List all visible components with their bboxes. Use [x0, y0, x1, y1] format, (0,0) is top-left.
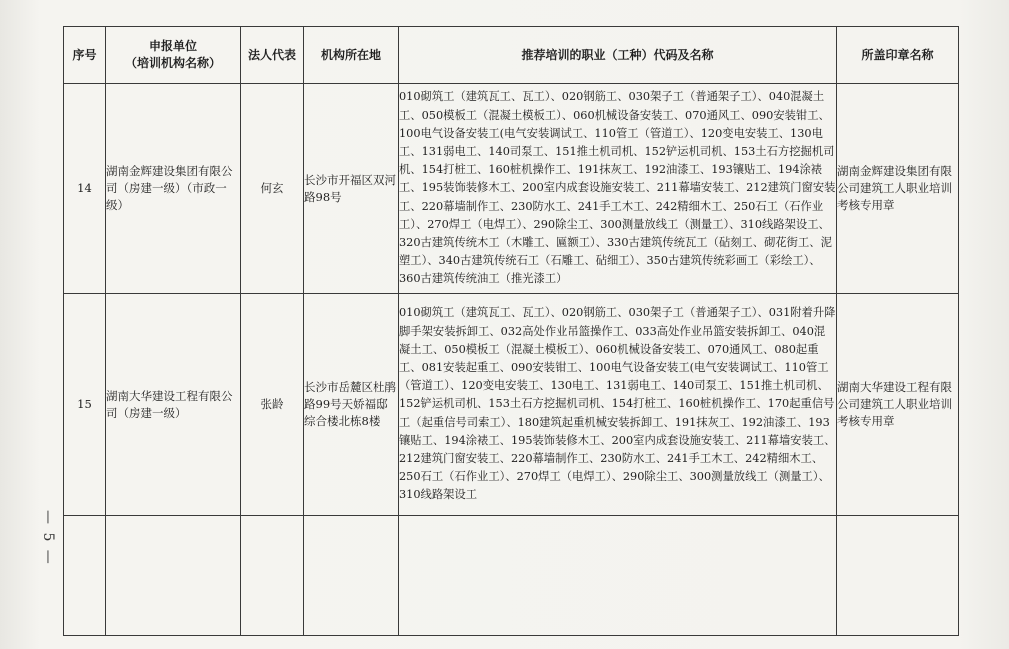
header-applicant-line1: 申报单位 — [148, 39, 197, 53]
row-occupations: 010砌筑工（建筑瓦工、瓦工）、020钢筋工、030架子工（普通架子工）、031附着升降脚手架安装拆卸工、032高处作业吊篮操作工、033高处作业吊篮安装拆卸工、040混凝土工、050模板工（混凝土模板工）、060机械设备安装工、070通风工、080起重工、081安装起重工、090安装钳工、100电气设备安装工(电气安装调试工、110管工（管道工）、120变电安装工、130电工、131弱电工、140司泵工、151推土机司机、152铲运机司机、153土石方挖掘机司机、154打桩工、160桩机操作工、170起重信号工（起重信号司索工）、180建筑起重机械安装拆卸工、191抹灰工、192油漆工、193镶贴工、194涂裱工、195装饰装修木工、200室内成套设施安装工、211幕墙安装工、212建筑门窗安装工、220幕墙制作工、230防水工、241手工木工、242精细木工、250石工（石作业工）、270焊工（电焊工）、290除尘工、300测量放线工（测量工）、310线路架设工 — [399, 294, 837, 516]
row-occupations: 010砌筑工（建筑瓦工、瓦工）、020钢筋工、030架子工（普通架子工）、040混凝土工、050模板工（混凝土模板工）、060机械设备安装工、070通风工、090安装钳工、100电气设备安装工(电气安装调试工、110管工（管道工）、120变电安装工、130电工、131弱电工、140司泵工、151推土机司机、152铲运机司机、153土石方挖掘机司机、154打桩工、160桩机操作工、191抹灰工、192油漆工、193镶贴工、194涂裱工、195装饰装修木工、200室内成套设施安装工、211幕墙安装工、212建筑门窗安装工、220幕墙制作工、230防水工、241手工木工、242精细木工、250石工（石作业工）、270焊工（电焊工）、290除尘工、300测量放线工（测量工）、310线路架设工、320古建筑传统木工（木雕工、匾额工）、330古建筑传统瓦工（砧刻工、砌花街工、泥塑工）、340古建筑传统石工（石雕工、砧细工）、350古建筑传统彩画工（彩绘工）、360古建筑传统油工（推光漆工） — [399, 84, 837, 294]
header-seal: 所盖印章名称 — [837, 27, 959, 84]
header-location: 机构所在地 — [304, 27, 399, 84]
row-seq: 14 — [64, 84, 106, 294]
row-applicant: 湖南金辉建设集团有限公司（房建一级）（市政一级） — [106, 84, 241, 294]
row-legal-rep: 张龄 — [241, 294, 304, 516]
header-occupations: 推荐培训的职业（工种）代码及名称 — [399, 27, 837, 84]
table-row — [64, 294, 959, 516]
row-seal: 湖南金辉建设集团有限公司建筑工人职业培训考核专用章 — [837, 84, 959, 294]
row-seq: 15 — [64, 294, 106, 516]
header-applicant-line2: （培训机构名称） — [124, 56, 221, 70]
header-legal-rep: 法人代表 — [241, 27, 304, 84]
row-location: 长沙市岳麓区杜鹃路99号天娇福邸综合楼北栋8楼 — [304, 294, 399, 516]
training-institution-table — [63, 26, 959, 636]
row-location: 长沙市开福区双河路98号 — [304, 84, 399, 294]
table-row-continuation — [64, 516, 959, 636]
row-applicant: 湖南大华建设工程有限公司（房建一级） — [106, 294, 241, 516]
table-header-row — [64, 27, 959, 84]
header-seq: 序号 — [64, 27, 106, 84]
page-number: — 5 — — [40, 510, 56, 566]
table-row — [64, 84, 959, 294]
row-seal: 湖南大华建设工程有限公司建筑工人职业培训考核专用章 — [837, 294, 959, 516]
row-legal-rep: 何玄 — [241, 84, 304, 294]
header-applicant — [106, 27, 241, 84]
